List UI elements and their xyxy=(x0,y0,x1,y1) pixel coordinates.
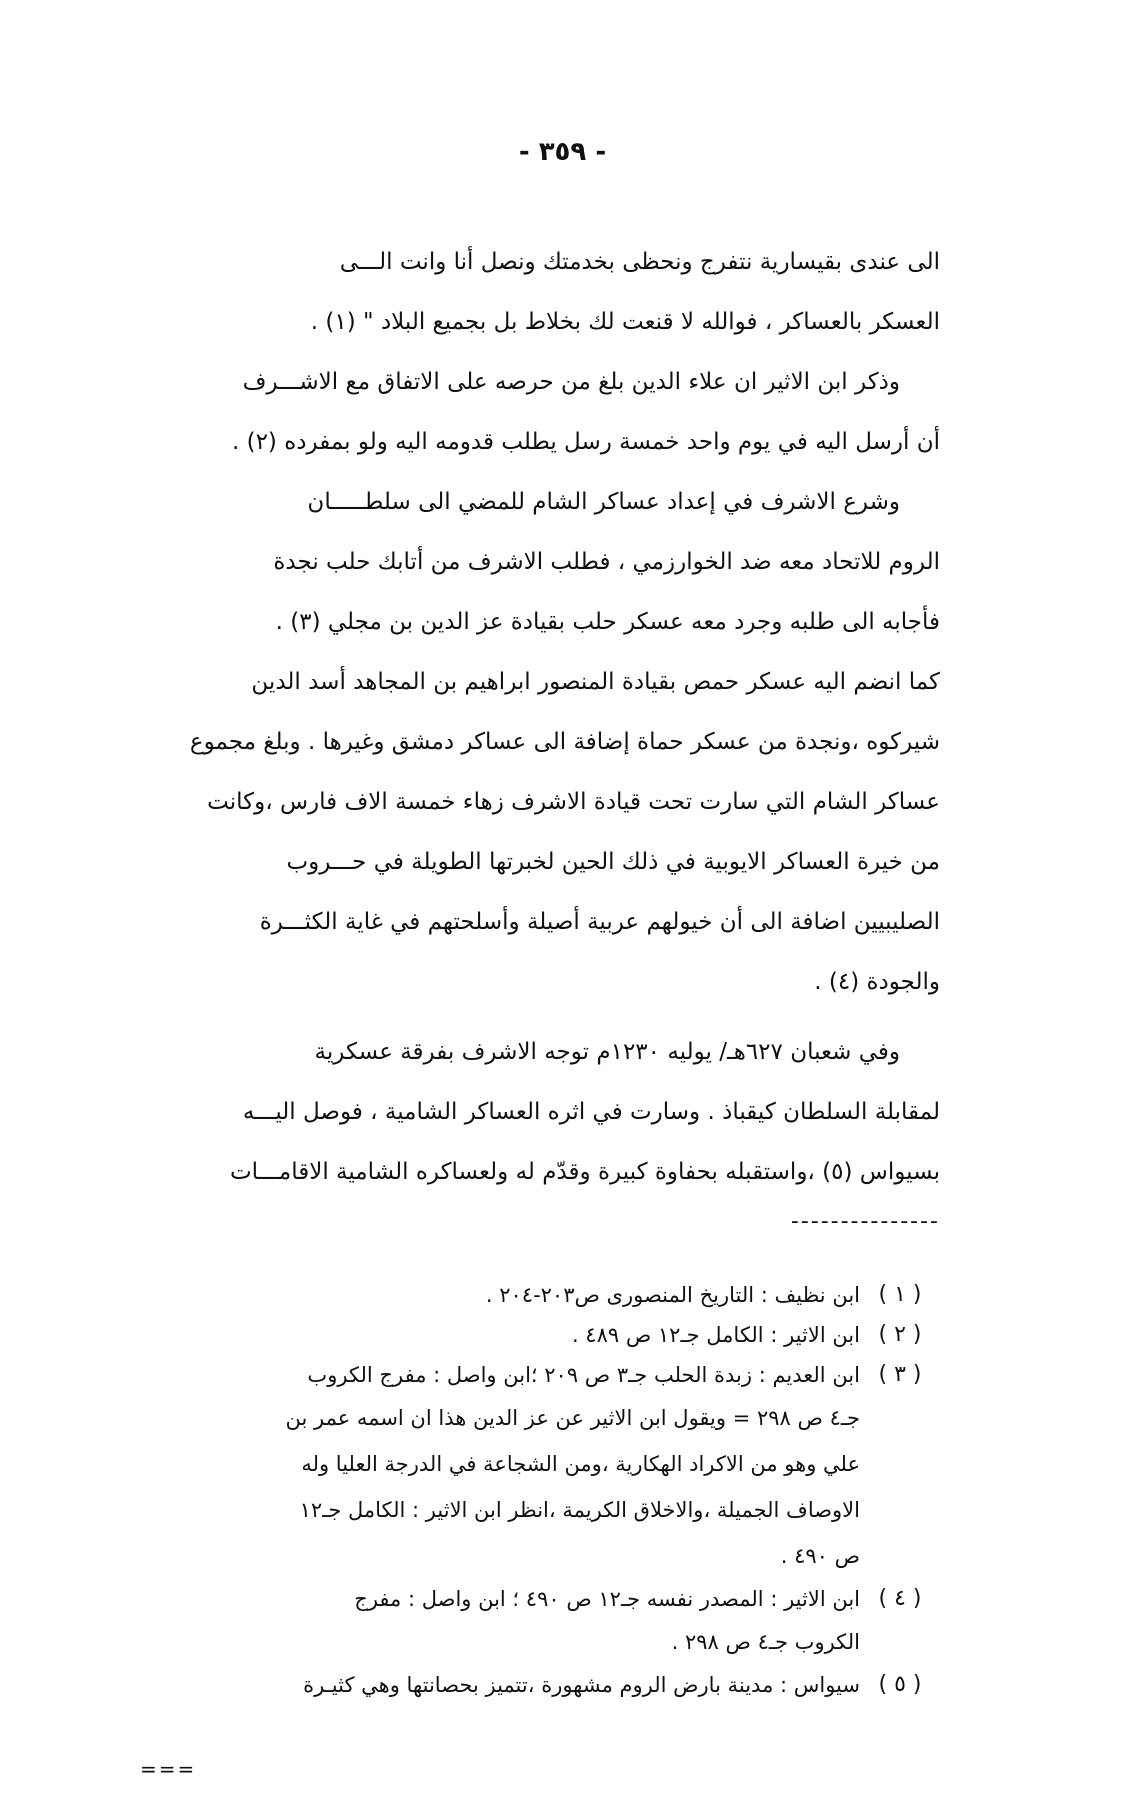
body-line: العسكر بالعساكر ، فوالله لا قنعت لك بخلاط بل بجميع البلاد " (١) . xyxy=(310,309,940,335)
body-line: لمقابلة السلطان كيقباذ . وسارت في اثره العساكر الشامية ، فوصل اليـــه xyxy=(242,1099,940,1125)
footnote-line: علي وهو من الاكراد الهكارية ،ومن الشجاعة في الدرجة العليا وله xyxy=(301,1452,860,1476)
footnote xyxy=(120,1275,940,1315)
body-text xyxy=(120,232,940,1242)
body-line: بسيواس (٥) ،واستقبله بحفاوة كبيرة وقدّم له ولعساكره الشامية الاقامـــات xyxy=(230,1159,940,1185)
body-line: الصليبيين اضافة الى أن خيولهم عربية أصيلة وأسلحتهم في غاية الكثـــرة xyxy=(259,909,940,935)
footnote xyxy=(120,1315,940,1355)
body-line: كما انضم اليه عسكر حمص بقيادة المنصور ابراهيم بن المجاهد أسد الدين xyxy=(251,669,940,695)
body-line: وفي شعبان ٦٢٧هـ/ يوليه ١٢٣٠م توجه الاشرف بفرقة عسكرية xyxy=(314,1039,900,1065)
body-line: شيركوه ،ونجدة من عسكر حماة إضافة الى عساكر دمشق وغيرها . وبلغ مجموع xyxy=(189,729,940,755)
body-line: وشرع الاشرف في إعداد عساكر الشام للمضي الى سلطـــــان xyxy=(307,489,900,515)
footnote-line: ص ٤٩٠ . xyxy=(780,1544,860,1568)
footnote-number: ( ٥ ) xyxy=(878,1672,922,1697)
body-line: وذكر ابن الاثير ان علاء الدين بلغ من حرصه على الاتفاق مع الاشـــرف xyxy=(242,369,900,395)
footnote-separator: --------------- xyxy=(790,1209,940,1234)
footnotes xyxy=(120,1275,940,1705)
footnote-line: ابن الاثير : الكامل جـ١٢ ص ٤٨٩ . xyxy=(571,1323,860,1347)
body-line: فأجابه الى طلبه وجرد معه عسكر حلب بقيادة عز الدين بن مجلي (٣) . xyxy=(275,609,940,635)
footnote-number: ( ٢ ) xyxy=(878,1322,922,1347)
footnote-line: ابن العديم : زبدة الحلب جـ٣ ص ٢٠٩ ؛ابن واصل : مفرج الكروب xyxy=(307,1363,860,1387)
footnote-number: ( ١ ) xyxy=(878,1282,922,1307)
continuation-mark: === xyxy=(140,1757,197,1781)
footnote-line: ابن نظيف : التاريخ المنصورى ص٢٠٣-٢٠٤ . xyxy=(485,1283,860,1307)
body-line: الروم للاتحاد معه ضد الخوارزمي ، فطلب الاشرف من أتابك حلب نجدة xyxy=(273,549,940,575)
footnote-number: ( ٤ ) xyxy=(878,1586,922,1611)
footnote-line: سيواس : مدينة بارض الروم مشهورة ،تتميز بحصانتها وهي كثيـرة xyxy=(303,1673,860,1697)
body-line: عساكر الشام التي سارت تحت قيادة الاشرف زهاء خمسة الاف فارس ،وكانت xyxy=(207,789,940,815)
body-line: الى عندى بقيسارية نتفرج ونحظى بخدمتك ونصل أنا وانت الـــى xyxy=(339,249,940,275)
footnote-line: ابن الاثير : المصدر نفسه جـ١٢ ص ٤٩٠ ؛ ابن واصل : مفرج xyxy=(354,1587,860,1611)
body-line: من خيرة العساكر الايوبية في ذلك الحين لخبرتها الطويلة في حـــروب xyxy=(286,849,940,875)
body-line: أن أرسل اليه في يوم واحد خمسة رسل يطلب قدومه اليه ولو بمفرده (٢) . xyxy=(231,429,940,455)
footnote-line: الاوصاف الجميلة ،والاخلاق الكريمة ،انظر ابن الاثير : الكامل جـ١٢ xyxy=(299,1498,860,1522)
footnote xyxy=(120,1665,940,1705)
footnote-number: ( ٣ ) xyxy=(878,1362,922,1387)
page-number: - ٣٥٩ - xyxy=(518,137,607,167)
footnote xyxy=(120,1355,940,1579)
footnote-line: الكروب جـ٤ ص ٢٩٨ . xyxy=(671,1630,860,1654)
footnote xyxy=(120,1579,940,1665)
footnote-line: جـ٤ ص ٢٩٨ = ويقول ابن الاثير عن عز الدين هذا ان اسمه عمر بن xyxy=(285,1406,860,1430)
body-line: والجودة (٤) . xyxy=(814,969,940,995)
